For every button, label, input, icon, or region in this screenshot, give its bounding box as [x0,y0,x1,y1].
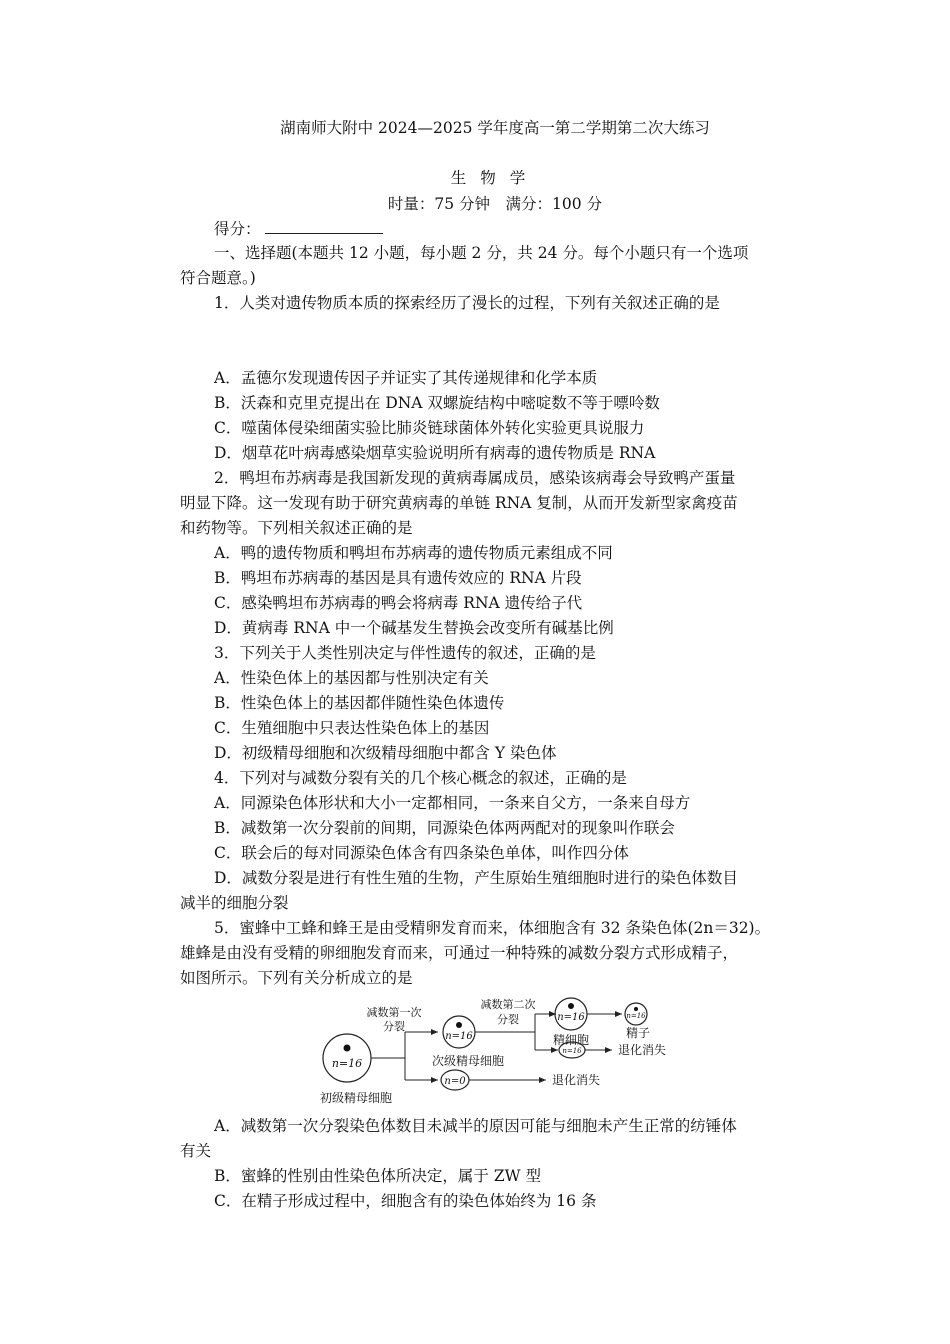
q2-stem-2: 明显下降。这一发现有助于研究黄病毒的单链 RNA 复制，从而开发新型家禽疫苗 [180,494,738,512]
q4-option-d: D．减数分裂是进行有性生殖的生物，产生原始生殖细胞时进行的染色体数目 [214,869,738,887]
q5-stem-1: 5．蜜蜂中工蜂和蜂王是由受精卵发育而来，体细胞含有 32 条染色体(2n＝32)。 [214,919,771,937]
spermatid-nucleus-dot [568,1003,574,1009]
time-info: 时量：75 分钟 满分：100 分 [387,195,603,213]
sperm-cell-label: n=16 [626,1012,646,1020]
score-field [214,219,383,239]
sperm-nucleus-dot [634,1007,638,1011]
meiosis-diagram [310,992,680,1107]
meiosis2-label-line2: 分裂 [497,1013,519,1026]
q5-option-c: C．在精子形成过程中，细胞含有的染色体始终为 16 条 [214,1192,597,1210]
q4-option-a: A．同源染色体形状和大小一定都相同，一条来自父方，一条来自母方 [214,794,691,812]
q4-option-c: C．联会后的每对同源染色体含有四条染色单体，叫作四分体 [214,844,629,862]
q3-option-b: B．性染色体上的基因都伴随性染色体遗传 [214,694,505,712]
meiosis1-label-line2: 分裂 [383,1020,405,1033]
sperm-caption: 精子 [625,1026,651,1040]
q4-stem: 4．下列对与减数分裂有关的几个核心概念的叙述，正确的是 [214,769,627,787]
q5-option-a-cont: 有关 [180,1142,212,1160]
secondary-cell-label: n=16 [445,1031,473,1042]
q2-stem-3: 和药物等。下列相关叙述正确的是 [180,519,413,537]
q4-option-b: B．减数第一次分裂前的间期，同源染色体两两配对的现象叫作联会 [214,819,675,837]
q2-option-d: D．黄病毒 RNA 中一个碱基发生替换会改变所有碱基比例 [214,619,614,637]
score-blank [265,219,383,234]
primary-cell-label: n=16 [331,1057,363,1070]
meiosis2-label-line1: 减数第二次 [480,998,536,1011]
primary-nucleus-dot [344,1045,351,1052]
secondary-cell-caption: 次级精母细胞 [431,1054,505,1068]
exam-title: 湖南师大附中 2024—2025 学年度高一第二学期第二次大练习 [280,119,710,137]
q5-stem-3: 如图所示。下列有关分析成立的是 [180,969,413,987]
section1-heading: 一、选择题(本题共 12 小题，每小题 2 分，共 24 分。每个小题只有一个选项 [214,244,749,262]
q3-option-c: C．生殖细胞中只表达性染色体上的基因 [214,719,490,737]
q3-option-a: A．性染色体上的基因都与性别决定有关 [214,669,489,687]
zero-cell-label: n=0 [444,1076,466,1087]
score-label: 得分： [214,220,261,238]
q1-option-d: D．烟草花叶病毒感染烟草实验说明所有病毒的遗传物质是 RNA [214,444,656,462]
q5-option-a: A．减数第一次分裂染色体数目未减半的原因可能与细胞未产生正常的纺锤体 [214,1117,737,1135]
subject-title: 生物学 [450,169,540,187]
q1-option-b: B．沃森和克里克提出在 DNA 双螺旋结构中嘧啶数不等于嘌呤数 [214,394,660,412]
q2-option-c: C．感染鸭坦布苏病毒的鸭会将病毒 RNA 遗传给子代 [214,594,583,612]
q3-option-d: D．初级精母细胞和次级精母细胞中都含 Y 染色体 [214,744,557,762]
small-cell-caption: 退化消失 [617,1043,667,1057]
secondary-nucleus-dot [456,1022,462,1028]
q1-option-c: C．噬菌体侵染细菌实验比肺炎链球菌体外转化实验更具说服力 [214,419,645,437]
small-cell-label: n=16 [562,1047,582,1055]
q1-stem: 1．人类对遗传物质本质的探索经历了漫长的过程，下列有关叙述正确的是 [214,294,720,312]
q2-option-b: B．鸭坦布苏病毒的基因是具有遗传效应的 RNA 片段 [214,569,582,587]
zero-cell-caption: 退化消失 [551,1073,601,1087]
q2-stem-1: 2．鸭坦布苏病毒是我国新发现的黄病毒属成员，感染该病毒会导致鸭产蛋量 [214,469,736,487]
spermatid-cell-label: n=16 [557,1012,585,1023]
q5-option-b: B．蜜蜂的性别由性染色体所决定，属于 ZW 型 [214,1167,541,1185]
section1-heading-cont: 符合题意。) [180,269,256,287]
q4-option-d-cont: 减半的细胞分裂 [180,894,289,912]
q3-stem: 3．下列关于人类性别决定与伴性遗传的叙述，正确的是 [214,644,596,662]
q5-stem-2: 雄蜂是由没有受精的卵细胞发育而来，可通过一种特殊的减数分裂方式形成精子， [180,944,739,962]
q2-option-a: A．鸭的遗传物质和鸭坦布苏病毒的遗传物质元素组成不同 [214,544,613,562]
meiosis1-label-line1: 减数第一次 [366,1006,422,1019]
q1-option-a: A．孟德尔发现遗传因子并证实了其传递规律和化学本质 [214,369,598,387]
spermatid-caption: 精细胞 [552,1033,590,1047]
primary-cell-caption: 初级精母细胞 [319,1091,393,1105]
